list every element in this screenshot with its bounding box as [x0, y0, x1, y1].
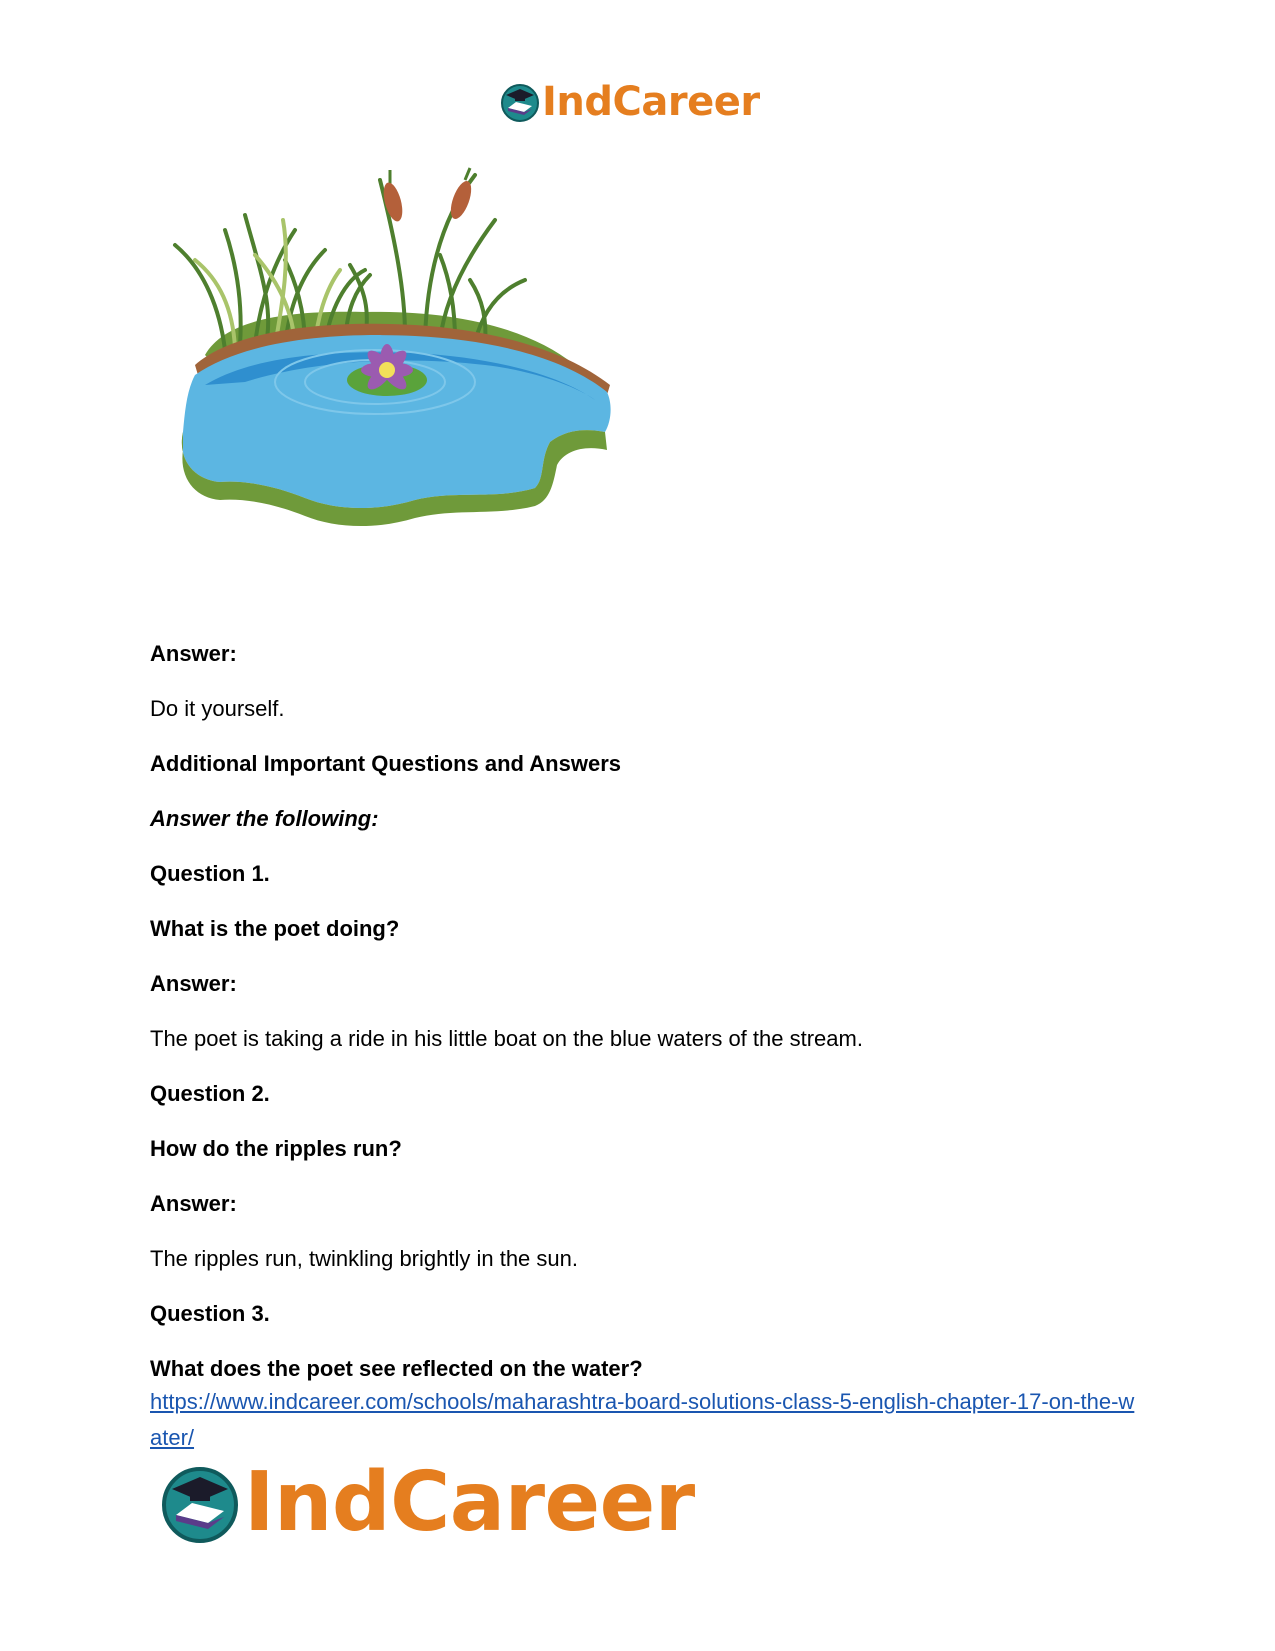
- pond-with-lotus-illustration: [165, 160, 645, 540]
- header-logo: [500, 78, 760, 126]
- question-text: What is the poet doing?: [150, 916, 400, 941]
- footer-logo-text: IndCareer: [244, 1455, 695, 1550]
- answer-label: Answer:: [150, 1191, 237, 1216]
- footer-logo: [160, 1455, 695, 1550]
- section-heading: Additional Important Questions and Answers: [150, 751, 622, 776]
- question-number: Question 1.: [150, 861, 270, 886]
- answer-label: Answer:: [150, 641, 237, 666]
- answer-label: Answer:: [150, 971, 237, 996]
- instruction-text: Answer the following:: [150, 806, 379, 831]
- question-number: Question 3.: [150, 1301, 270, 1326]
- question-text: How do the ripples run?: [150, 1136, 402, 1161]
- source-link[interactable]: https://www.indcareer.com/schools/maharashtra-board-solutions-class-5-english-chapter-17-on-the-water/: [150, 1389, 1135, 1450]
- answer-text: Do it yourself.: [150, 696, 285, 721]
- answer-text: The poet is taking a ride in his little boat on the blue waters of the stream.: [150, 1026, 863, 1051]
- graduation-globe-icon: [500, 82, 540, 122]
- question-number: Question 2.: [150, 1081, 270, 1106]
- question-text: What does the poet see reflected on the water?: [150, 1356, 643, 1381]
- answer-text: The ripples run, twinkling brightly in the sun.: [150, 1246, 578, 1271]
- graduation-globe-icon: [160, 1463, 240, 1543]
- header-logo-text: IndCareer: [542, 79, 760, 125]
